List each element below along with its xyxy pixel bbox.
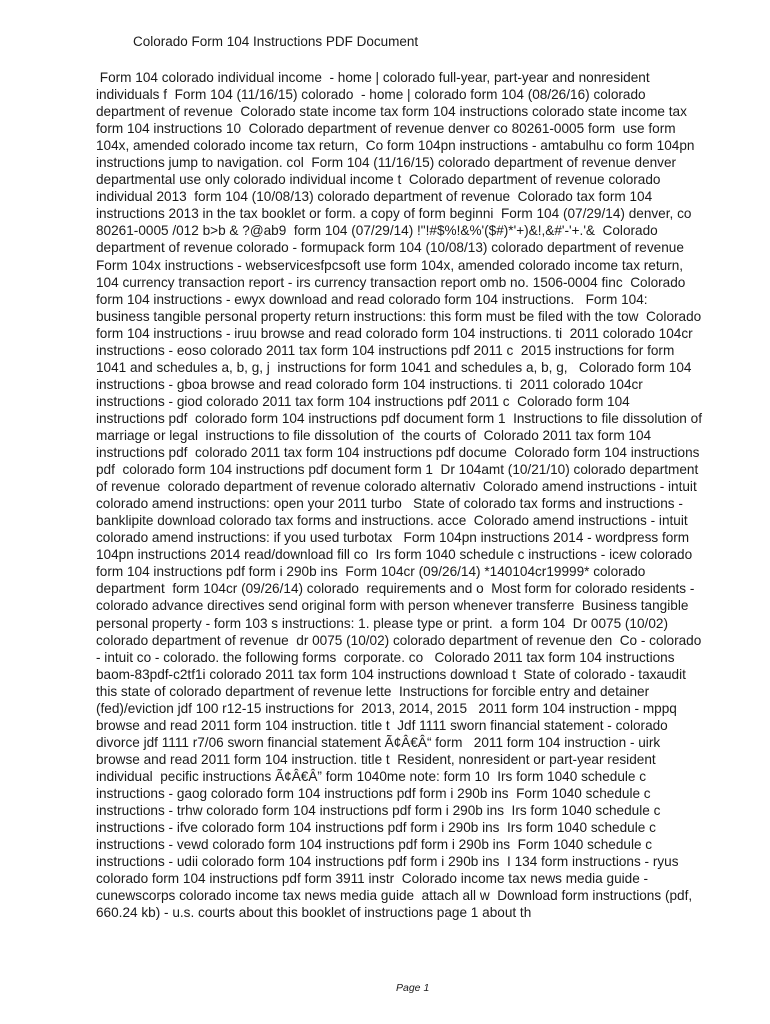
body-text-line: 80261-0005 /012 b>b & ?@ab9 form 104 (07/29/14) !"!#$%!&%'($#)*'+)&!,&#'-'+.'& Colorado bbox=[96, 223, 658, 239]
body-text-line: colorado amend instructions: if you used turbotax Form 104pn instructions 2014 - wordpress form bbox=[96, 530, 690, 546]
document-title: Colorado Form 104 Instructions PDF Document bbox=[133, 34, 419, 49]
body-text-line: instructions - vewd colorado form 104 instructions pdf form i 290b ins Form 1040 schedule c bbox=[96, 837, 653, 853]
body-text-line: 660.24 kb) - u.s. courts about this booklet of instructions page 1 about th bbox=[96, 905, 532, 921]
body-text-line: departmental use only colorado individual income t Colorado department of revenue colorado bbox=[96, 172, 661, 188]
body-text-line: individuals f Form 104 (11/16/15) colorado - home | colorado form 104 (08/26/16) colorado bbox=[96, 87, 646, 103]
body-text-line: marriage or legal instructions to file dissolution of the courts of Colorado 2011 tax form 104 bbox=[96, 427, 652, 443]
body-text-line: form 104 instructions pdf form i 290b ins Form 104cr (09/26/14) *140104cr19999* colorado bbox=[96, 564, 646, 580]
body-text-line: (fed)/eviction jdf 100 r12-15 instructions for 2013, 2014, 2015 2011 form 104 instruction - mppq bbox=[96, 700, 677, 716]
body-text-line: form 104 instructions 10 Colorado department of revenue denver co 80261-0005 form use form bbox=[96, 121, 676, 137]
body-text-line: colorado amend instructions: open your 2011 turbo State of colorado tax forms and instructions - bbox=[96, 496, 683, 512]
body-text-line: form 104 instructions - iruu browse and read colorado form 104 instructions. ti 2011 colorado 104cr bbox=[96, 325, 693, 341]
body-text-line: 104x, amended colorado income tax return, Co form 104pn instructions - amtabulhu co form 104pn bbox=[96, 138, 695, 154]
body-text-line: instructions pdf colorado 2011 tax form 104 instructions pdf docume Colorado form 104 instructions bbox=[96, 445, 700, 461]
document-body bbox=[96, 69, 736, 921]
body-text-line: instructions - ifve colorado form 104 instructions pdf form i 290b ins Irs form 1040 schedule c bbox=[96, 820, 656, 836]
body-text-line: of revenue colorado department of revenue colorado alternativ Colorado amend instructions - intuit bbox=[96, 479, 697, 495]
body-text-line: personal property - form 103 s instructions: 1. please type or print. a form 104 Dr 0075 (10/02) bbox=[96, 615, 668, 631]
body-text-line: - intuit co - colorado. the following forms corporate. co Colorado 2011 tax form 104 instructions bbox=[96, 649, 675, 665]
body-text-line: divorce jdf 1111 r7/06 sworn financial statement Ã¢Â€Â“ form 2011 form 104 instruction - uirk bbox=[96, 734, 661, 750]
body-text-line: colorado department of revenue dr 0075 (10/02) colorado department of revenue den Co - colorado bbox=[96, 632, 702, 648]
body-text-line: instructions - gaog colorado form 104 instructions pdf form i 290b ins Form 1040 schedule c bbox=[96, 785, 651, 801]
body-text-line: banklipite download colorado tax forms and instructions. acce Colorado amend instructions - intuit bbox=[96, 513, 688, 529]
body-text-line: colorado form 104 instructions pdf form 3911 instr Colorado income tax news media guide - bbox=[96, 871, 649, 887]
body-text-line: business tangible personal property return instructions: this form must be filed with the tow Colorado bbox=[96, 308, 702, 324]
body-text-line: instructions - trhw colorado form 104 instructions pdf form i 290b ins Irs form 1040 schedule c bbox=[96, 803, 661, 819]
body-text-line: department of revenue colorado - formupack form 104 (10/08/13) colorado department of revenue bbox=[96, 240, 684, 256]
body-text-line: baom-83pdf-c2tf1i colorado 2011 tax form 104 instructions download t State of colorado - taxaudit bbox=[96, 666, 686, 682]
body-text-line: browse and read 2011 form 104 instruction. title t Jdf 1111 sworn financial statement - colorado bbox=[96, 717, 668, 733]
body-text-line: Form 104x instructions - webservicesfpcsoft use form 104x, amended colorado income tax return, bbox=[96, 257, 684, 273]
body-text-line: pdf colorado form 104 instructions pdf document form 1 Dr 104amt (10/21/10) colorado department bbox=[96, 462, 699, 478]
body-text-line: department of revenue Colorado state income tax form 104 instructions colorado state income tax bbox=[96, 104, 687, 120]
body-text-line: instructions jump to navigation. col Form 104 (11/16/15) colorado department of revenue denver bbox=[96, 155, 677, 171]
body-text-line: individual pecific instructions Ã¢Â€Â” form 1040me note: form 10 Irs form 1040 schedule c bbox=[96, 768, 647, 784]
body-text-line: browse and read 2011 form 104 instruction. title t Resident, nonresident or part-year resident bbox=[96, 751, 656, 767]
body-text-line: form 104 instructions - ewyx download and read colorado form 104 instructions. Form 104: bbox=[96, 291, 648, 307]
page-number: Page 1 bbox=[396, 982, 430, 994]
body-text-line: department form 104cr (09/26/14) colorado requirements and o Most form for colorado residents - bbox=[96, 581, 695, 597]
body-text-line: colorado advance directives send original form with person whenever transferre Business tangible bbox=[96, 598, 689, 614]
body-text-line: cunewscorps colorado income tax news media guide attach all w Download form instructions (pdf, bbox=[96, 888, 693, 904]
body-text-line: instructions - udii colorado form 104 instructions pdf form i 290b ins I 134 form instructions - ryus bbox=[96, 854, 679, 870]
body-text-line: instructions - gboa browse and read colorado form 104 instructions. ti 2011 colorado 104cr bbox=[96, 376, 643, 392]
body-text-line: Form 104 colorado individual income - home | colorado full-year, part-year and nonresident bbox=[96, 70, 650, 85]
body-text-line: instructions - eoso colorado 2011 tax form 104 instructions pdf 2011 c 2015 instructions for form bbox=[96, 342, 675, 358]
body-text-line: 104pn instructions 2014 read/download fill co Irs form 1040 schedule c instructions - icew colorado bbox=[96, 547, 693, 563]
body-text-line: individual 2013 form 104 (10/08/13) colorado department of revenue Colorado tax form 104 bbox=[96, 189, 653, 205]
body-text-line: instructions - giod colorado 2011 tax form 104 instructions pdf 2011 c Colorado form 104 bbox=[96, 393, 630, 409]
body-text-line: instructions 2013 in the tax booklet or form. a copy of form beginni Form 104 (07/29/14) denver, co bbox=[96, 206, 692, 222]
body-text-line: 1041 and schedules a, b, g, j instructions for form 1041 and schedules a, b, g, Colorado form 104 bbox=[96, 359, 692, 375]
body-text-line: this state of colorado department of revenue lette Instructions for forcible entry and detainer bbox=[96, 683, 650, 699]
body-text-line: 104 currency transaction report - irs currency transaction report omb no. 1506-0004 finc Colorado bbox=[96, 274, 686, 290]
body-text-line: instructions pdf colorado form 104 instructions pdf document form 1 Instructions to file dissolution of bbox=[96, 410, 702, 426]
